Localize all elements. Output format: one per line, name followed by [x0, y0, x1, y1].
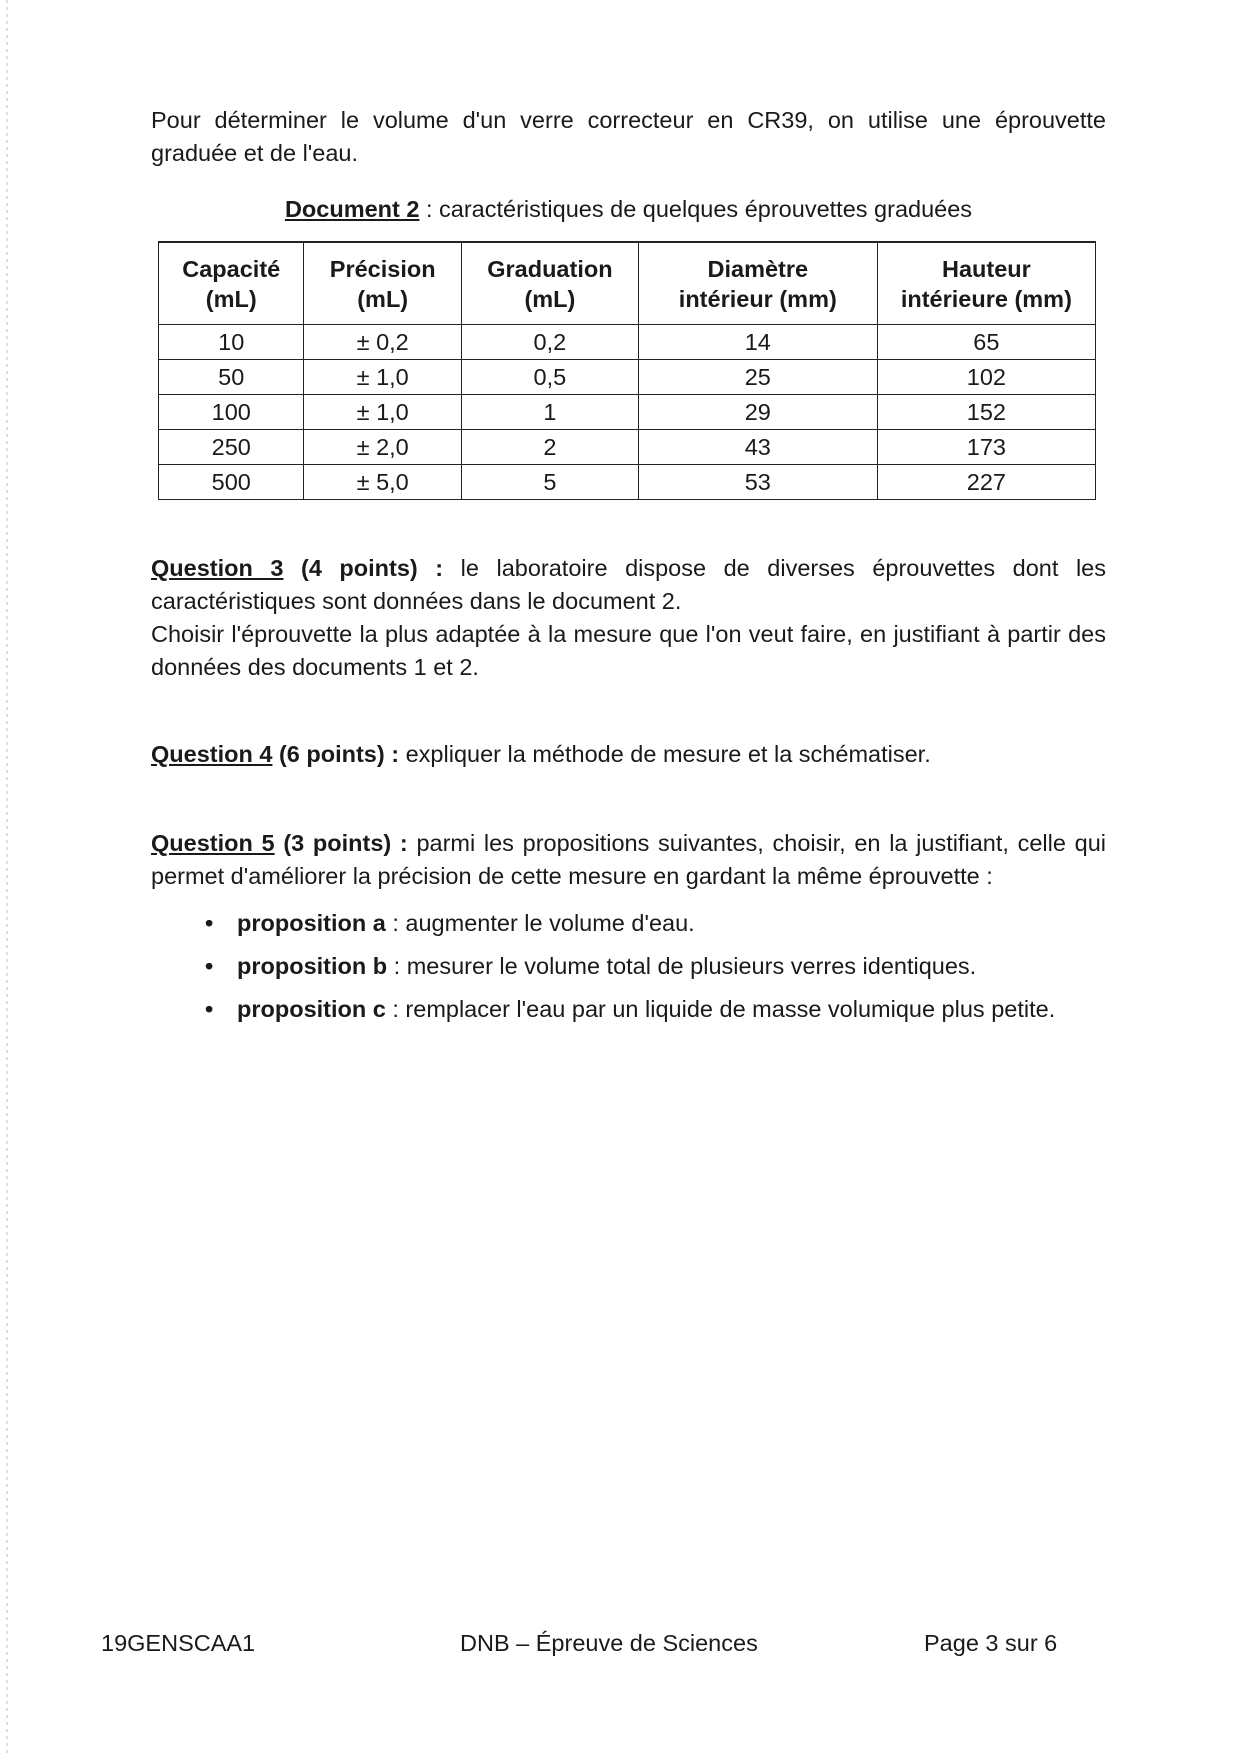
- document-2-label: Document 2: [284, 196, 420, 222]
- footer-title: DNB – Épreuve de Sciences: [460, 1630, 758, 1656]
- question-3-points: (4 points): [301, 555, 418, 581]
- table-header-row: [159, 242, 1096, 325]
- list-item: • proposition a : augmenter le volume d'eau.: [205, 907, 1105, 940]
- table-cell: ± 1,0: [304, 395, 461, 430]
- bullet-icon: •: [205, 953, 214, 979]
- intro-paragraph: Pour déterminer le volume d'un verre correcteur en CR39, on utilise une éprouvette graduée et de l'eau.: [151, 107, 1106, 166]
- table-cell: ± 2,0: [304, 430, 461, 465]
- table-cell: 0,5: [461, 360, 638, 395]
- table-cell: 102: [877, 360, 1095, 395]
- table-cell: 14: [638, 325, 877, 360]
- bullet-icon: •: [205, 996, 214, 1022]
- header-graduation: Graduation (mL): [461, 242, 638, 325]
- table-cell: 29: [638, 395, 877, 430]
- question-3: Question 3 (4 points) : le laboratoire dispose de diverses éprouvettes dont les caractéristiques sont données dans le document 2. Choisir l'éprouvette la plus adaptée à la mesure que l'on veut faire, en justifiant à partir des données des documents 1 et 2.: [151, 555, 1106, 680]
- header-diametre: Diamètre intérieur (mm): [638, 242, 877, 325]
- table-cell: 25: [638, 360, 877, 395]
- table-cell: 50: [159, 360, 304, 395]
- table-cell: 100: [159, 395, 304, 430]
- document-2-caption: caractéristiques de quelques éprouvettes graduées: [439, 196, 973, 222]
- table-cell: 1: [461, 395, 638, 430]
- question-4-points: (6 points): [278, 741, 385, 767]
- table-cell: 5: [461, 465, 638, 500]
- table-cell: ± 0,2: [304, 325, 461, 360]
- table-cell: 10: [159, 325, 304, 360]
- table-cell: 0,2: [461, 325, 638, 360]
- question-4-label: Question 4: [151, 741, 273, 767]
- scan-edge-artifact: [6, 0, 8, 1754]
- table-row: [159, 360, 1096, 395]
- proposition-text: mesurer le volume total de plusieurs verres identiques.: [406, 953, 977, 979]
- list-item: • proposition c : remplacer l'eau par un liquide de masse volumique plus petite.: [205, 993, 1105, 1026]
- propositions-list: [205, 907, 1105, 1036]
- proposition-label: proposition a: [237, 910, 386, 936]
- proposition-text: augmenter le volume d'eau.: [405, 910, 695, 936]
- header-hauteur: Hauteur intérieure (mm): [877, 242, 1095, 325]
- footer-page-number: Page 3 sur 6: [924, 1630, 1058, 1656]
- question-5-label: Question 5: [151, 830, 275, 856]
- graduated-cylinders-table: [158, 241, 1096, 500]
- table-cell: 2: [461, 430, 638, 465]
- question-5: Question 5 (3 points) : parmi les propositions suivantes, choisir, en la justifiant, celle qui permet d'améliorer la précision de cette mesure en gardant la même éprouvette :: [151, 830, 1106, 889]
- proposition-label: proposition b: [237, 953, 388, 979]
- table-row: [159, 430, 1096, 465]
- table-cell: 152: [877, 395, 1095, 430]
- bullet-icon: •: [205, 910, 214, 936]
- table-cell: 53: [638, 465, 877, 500]
- table-cell: 500: [159, 465, 304, 500]
- question-4: Question 4 (6 points) : expliquer la méthode de mesure et la schématiser.: [151, 741, 931, 767]
- question-3-text: le laboratoire dispose de diverses éprouvettes dont les caractéristiques sont données dans le document 2.: [151, 555, 1106, 614]
- footer-code: 19GENSCAA1: [101, 1630, 256, 1656]
- question-5-text: parmi les propositions suivantes, choisir, en la justifiant, celle qui permet d'améliorer la précision de cette mesure en gardant la même éprouvette :: [151, 830, 1106, 889]
- table-cell: 227: [877, 465, 1095, 500]
- document-2-separator: :: [419, 196, 440, 222]
- table-cell: 43: [638, 430, 877, 465]
- table-row: [159, 465, 1096, 500]
- document-2-title: [151, 193, 1106, 226]
- question-3-label: Question 3: [151, 555, 284, 581]
- table-cell: 250: [159, 430, 304, 465]
- proposition-label: proposition c: [237, 996, 386, 1022]
- table-row: [159, 325, 1096, 360]
- table-cell: 65: [877, 325, 1095, 360]
- table-row: [159, 395, 1096, 430]
- list-item: • proposition b : mesurer le volume total de plusieurs verres identiques.: [205, 950, 1105, 983]
- question-4-text: expliquer la méthode de mesure et la schématiser.: [405, 741, 931, 767]
- header-capacite: Capacité (mL): [159, 242, 304, 325]
- table-cell: 173: [877, 430, 1095, 465]
- proposition-text: remplacer l'eau par un liquide de masse volumique plus petite.: [405, 996, 1056, 1022]
- question-5-points: (3 points): [283, 830, 392, 856]
- table-cell: ± 5,0: [304, 465, 461, 500]
- question-3-instruction: Choisir l'éprouvette la plus adaptée à la mesure que l'on veut faire, en justifiant à partir des données des documents 1 et 2.: [151, 621, 1106, 680]
- header-precision: Précision (mL): [304, 242, 461, 325]
- table-cell: ± 1,0: [304, 360, 461, 395]
